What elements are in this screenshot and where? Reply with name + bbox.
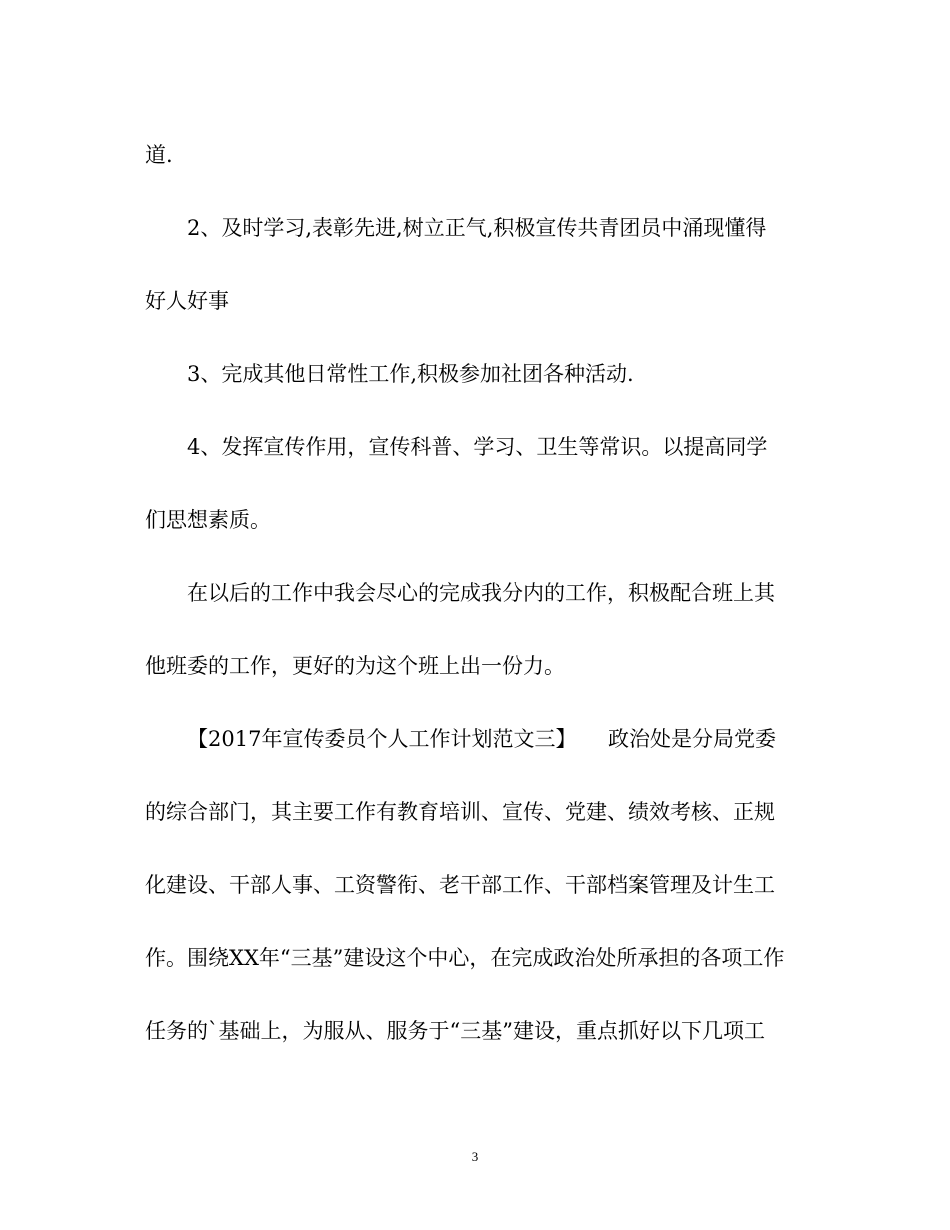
text-line: 化建设、干部人事、工资警衔、老干部工作、干部档案管理及计生工 xyxy=(145,873,775,897)
text-line: 2、及时学习,表彰先进,树立正气,积极宣传共青团员中涌现懂得 xyxy=(187,216,767,240)
text-line: 们思想素质。 xyxy=(145,508,271,532)
text-line: 他班委的工作，更好的为这个班上出一份力。 xyxy=(145,654,565,678)
section-heading-line: 【2017年宣传委员个人工作计划范文三】 政治处是分局党委 xyxy=(187,727,776,751)
text-line: 作。围绕XX年“三基”建设这个中心，在完成政治处所承担的各项工作 xyxy=(145,946,785,970)
text-line: 道. xyxy=(145,143,173,167)
text-line: 好人好事 xyxy=(145,289,229,313)
text-line: 在以后的工作中我会尽心的完成我分内的工作，积极配合班上其 xyxy=(187,581,775,605)
text-line: 3、完成其他日常性工作,积极参加社团各种活动. xyxy=(187,362,634,386)
text-line: 任务的`基础上，为服从、服务于“三基”建设，重点抓好以下几项工 xyxy=(145,1019,765,1043)
text-line: 4、发挥宣传作用，宣传科普、学习、卫生等常识。以提高同学 xyxy=(187,435,768,459)
page-number: 3 xyxy=(471,1149,479,1164)
text-line: 的综合部门，其主要工作有教育培训、宣传、党建、绩效考核、正规 xyxy=(145,800,775,824)
